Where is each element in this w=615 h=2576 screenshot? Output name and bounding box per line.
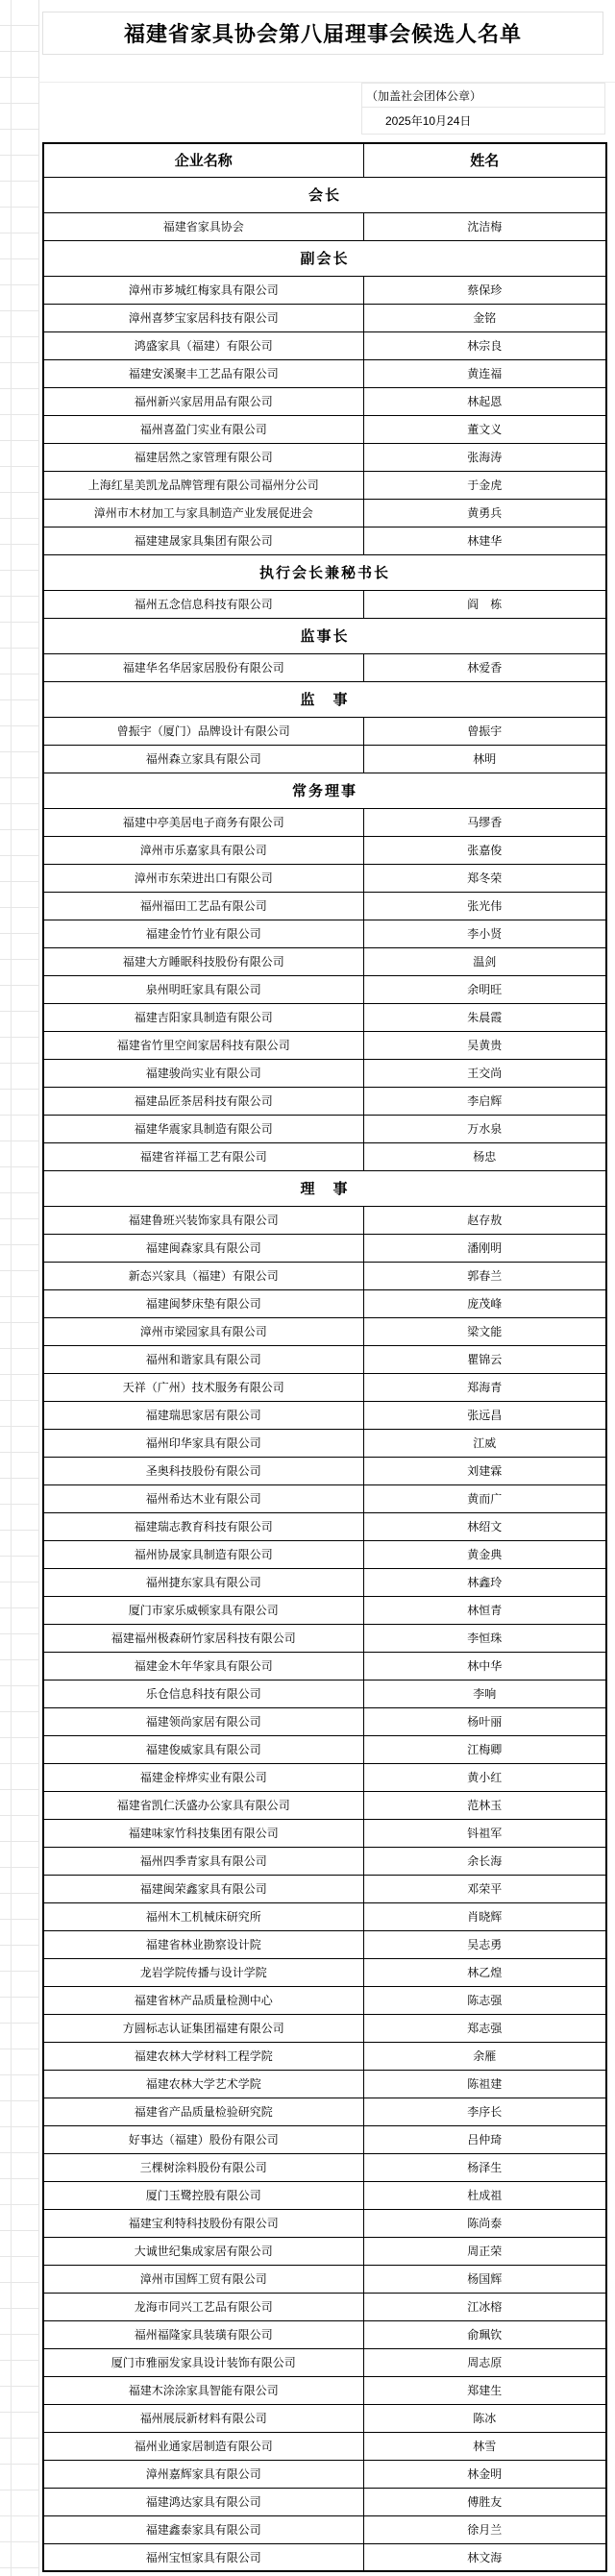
name-cell: 刘建霖 — [363, 1457, 606, 1484]
name-cell: 沈洁梅 — [363, 212, 606, 240]
name-cell: 赵存敖 — [363, 1206, 606, 1234]
name-cell: 蔡保珍 — [363, 276, 606, 304]
company-cell: 圣奥科技股份有限公司 — [43, 1457, 363, 1484]
company-cell: 福建居然之家管理有限公司 — [43, 443, 363, 471]
company-cell: 三棵树涂料股份有限公司 — [43, 2153, 363, 2181]
name-cell: 邓荣平 — [363, 1875, 606, 1902]
table-body — [43, 177, 606, 2571]
table-row — [43, 892, 606, 920]
company-cell: 漳州嘉辉家具有限公司 — [43, 2460, 363, 2488]
company-cell: 上海红星美凯龙品牌管理有限公司福州分公司 — [43, 471, 363, 499]
table-row — [43, 1596, 606, 1624]
company-cell: 福建安溪聚丰工艺品有限公司 — [43, 359, 363, 387]
table-row — [43, 2125, 606, 2153]
table-row — [43, 920, 606, 947]
page-title: 福建省家具协会第八届理事会候选人名单 — [42, 12, 603, 55]
table-header-row — [43, 143, 606, 177]
table-row — [43, 717, 606, 745]
table-row — [43, 1902, 606, 1930]
company-cell: 福州森立家具有限公司 — [43, 745, 363, 773]
company-cell: 福州五念信息科技有限公司 — [43, 590, 363, 618]
table-row — [43, 2432, 606, 2460]
company-cell: 福州捷东家具有限公司 — [43, 1568, 363, 1596]
section-row — [43, 240, 606, 276]
table-row — [43, 1680, 606, 1707]
company-cell: 福建俊威家具有限公司 — [43, 1735, 363, 1763]
name-cell: 郑建生 — [363, 2376, 606, 2404]
company-cell: 大诚世纪集成家居有限公司 — [43, 2237, 363, 2265]
name-cell: 林金明 — [363, 2460, 606, 2488]
table-row — [43, 1003, 606, 1031]
company-cell: 福建宝利特科技股份有限公司 — [43, 2209, 363, 2237]
table-row — [43, 1401, 606, 1429]
table-row — [43, 304, 606, 331]
name-cell: 林爱香 — [363, 653, 606, 681]
name-cell: 范林玉 — [363, 1791, 606, 1819]
table-row — [43, 2042, 606, 2070]
name-cell: 杨泽生 — [363, 2153, 606, 2181]
name-cell: 吴黄贵 — [363, 1031, 606, 1059]
company-cell: 福建省竹里空间家居科技有限公司 — [43, 1031, 363, 1059]
name-cell: 林文海 — [363, 2543, 606, 2571]
name-cell: 瞿锦云 — [363, 1345, 606, 1373]
table-row — [43, 1206, 606, 1234]
table-row — [43, 2404, 606, 2432]
name-cell: 吴志勇 — [363, 1930, 606, 1958]
company-cell: 鸿盛家具（福建）有限公司 — [43, 331, 363, 359]
section-header: 监 事 — [43, 681, 606, 717]
table-row — [43, 590, 606, 618]
company-cell: 漳州市国辉工贸有限公司 — [43, 2265, 363, 2293]
table-row — [43, 443, 606, 471]
company-cell: 厦门市家乐威顿家具有限公司 — [43, 1596, 363, 1624]
name-cell: 马缪香 — [363, 808, 606, 836]
name-cell: 徐月兰 — [363, 2515, 606, 2543]
table-row — [43, 359, 606, 387]
name-cell: 林起恩 — [363, 387, 606, 415]
company-cell: 厦门玉鹭控股有限公司 — [43, 2181, 363, 2209]
table-row — [43, 1345, 606, 1373]
name-cell: 郑志强 — [363, 2014, 606, 2042]
company-cell: 福建农林大学艺术学院 — [43, 2070, 363, 2098]
section-row — [43, 681, 606, 717]
company-cell: 福州新兴家居用品有限公司 — [43, 387, 363, 415]
section-header: 会长 — [43, 177, 606, 212]
section-row — [43, 1170, 606, 1206]
table-row — [43, 1735, 606, 1763]
table-row — [43, 2098, 606, 2125]
name-cell: 杨国辉 — [363, 2265, 606, 2293]
name-cell: 朱晨霞 — [363, 1003, 606, 1031]
company-cell: 福州印华家具有限公司 — [43, 1429, 363, 1457]
name-cell: 庞茂峰 — [363, 1289, 606, 1317]
name-cell: 黄连福 — [363, 359, 606, 387]
company-cell: 福建味家竹科技集团有限公司 — [43, 1819, 363, 1847]
name-cell: 王交尚 — [363, 1059, 606, 1087]
table-row — [43, 2376, 606, 2404]
name-cell: 于金虎 — [363, 471, 606, 499]
name-cell: 陈祖建 — [363, 2070, 606, 2098]
name-cell: 郑海青 — [363, 1373, 606, 1401]
table-row — [43, 2515, 606, 2543]
company-cell: 福建瑞思家居有限公司 — [43, 1401, 363, 1429]
name-cell: 江冰榕 — [363, 2293, 606, 2320]
company-cell: 漳州市芗城红梅家具有限公司 — [43, 276, 363, 304]
table-row — [43, 745, 606, 773]
table-row — [43, 808, 606, 836]
table-row — [43, 1986, 606, 2014]
name-cell: 林乙煌 — [363, 1958, 606, 1986]
name-cell: 钭祖军 — [363, 1819, 606, 1847]
name-cell: 梁文能 — [363, 1317, 606, 1345]
table-row — [43, 2293, 606, 2320]
company-cell: 福州希达木业有限公司 — [43, 1484, 363, 1512]
name-cell: 林绍文 — [363, 1512, 606, 1540]
name-cell: 江威 — [363, 1429, 606, 1457]
name-cell: 潘刚明 — [363, 1234, 606, 1262]
company-cell: 福建省产品质量检验研究院 — [43, 2098, 363, 2125]
section-row — [43, 177, 606, 212]
name-cell: 陈志强 — [363, 1986, 606, 2014]
name-cell: 林雪 — [363, 2432, 606, 2460]
table-row — [43, 1624, 606, 1652]
company-cell: 福建品匠茶居科技有限公司 — [43, 1087, 363, 1115]
table-row — [43, 1512, 606, 1540]
table-row — [43, 2181, 606, 2209]
table-row — [43, 1652, 606, 1680]
company-cell: 漳州喜梦宝家居科技有限公司 — [43, 304, 363, 331]
company-cell: 天祥（广州）技术服务有限公司 — [43, 1373, 363, 1401]
table-row — [43, 864, 606, 892]
table-row — [43, 1059, 606, 1087]
company-cell: 漳州市东荣进出口有限公司 — [43, 864, 363, 892]
table-row — [43, 1819, 606, 1847]
table-row — [43, 1958, 606, 1986]
column-header-company: 企业名称 — [43, 143, 363, 177]
name-cell: 余明旺 — [363, 975, 606, 1003]
name-cell: 肖晓辉 — [363, 1902, 606, 1930]
name-cell: 黄而广 — [363, 1484, 606, 1512]
name-cell: 林宗良 — [363, 331, 606, 359]
name-cell: 林中华 — [363, 1652, 606, 1680]
name-cell: 林建华 — [363, 527, 606, 554]
table-row — [43, 1930, 606, 1958]
table-row — [43, 387, 606, 415]
company-cell: 福建省林业勘察设计院 — [43, 1930, 363, 1958]
section-row — [43, 554, 606, 590]
company-cell: 福建大方睡眠科技股份有限公司 — [43, 947, 363, 975]
name-cell: 董文义 — [363, 415, 606, 443]
table-row — [43, 499, 606, 527]
name-cell: 余长海 — [363, 1847, 606, 1875]
table-row — [43, 1540, 606, 1568]
table-row — [43, 1142, 606, 1170]
table-row — [43, 1484, 606, 1512]
company-cell: 福州和谐家具有限公司 — [43, 1345, 363, 1373]
company-cell: 福建鸿达家具有限公司 — [43, 2488, 363, 2515]
name-cell: 黄小红 — [363, 1763, 606, 1791]
table-row — [43, 1457, 606, 1484]
table-row — [43, 1791, 606, 1819]
name-cell: 江梅卿 — [363, 1735, 606, 1763]
company-cell: 福州宝恒家具有限公司 — [43, 2543, 363, 2571]
name-cell: 傅胜友 — [363, 2488, 606, 2515]
table-row — [43, 276, 606, 304]
company-cell: 乐仓信息科技有限公司 — [43, 1680, 363, 1707]
company-cell: 福建木涂涂家具智能有限公司 — [43, 2376, 363, 2404]
company-cell: 福建领尚家居有限公司 — [43, 1707, 363, 1735]
company-cell: 福建省家具协会 — [43, 212, 363, 240]
company-cell: 漳州市乐嘉家具有限公司 — [43, 836, 363, 864]
company-cell: 福建建晟家具集团有限公司 — [43, 527, 363, 554]
company-cell: 福建省凯仁沃盛办公家具有限公司 — [43, 1791, 363, 1819]
stamp-note: （加盖社会团体公章） — [361, 83, 605, 108]
name-cell: 张嘉俊 — [363, 836, 606, 864]
table-row — [43, 2320, 606, 2348]
table-row — [43, 1234, 606, 1262]
table-row — [43, 1031, 606, 1059]
table-row — [43, 836, 606, 864]
table-row — [43, 1373, 606, 1401]
table-row — [43, 1429, 606, 1457]
company-cell: 曾振宇（厦门）品牌设计有限公司 — [43, 717, 363, 745]
name-cell: 林恒青 — [363, 1596, 606, 1624]
section-header: 执行会长兼秘书长 — [43, 554, 606, 590]
name-cell: 张远昌 — [363, 1401, 606, 1429]
company-cell: 福州展辰新材料有限公司 — [43, 2404, 363, 2432]
name-cell: 温剑 — [363, 947, 606, 975]
name-cell: 俞珮钦 — [363, 2320, 606, 2348]
table-row — [43, 1707, 606, 1735]
name-cell: 林明 — [363, 745, 606, 773]
name-cell: 李响 — [363, 1680, 606, 1707]
name-cell: 李小贤 — [363, 920, 606, 947]
section-row — [43, 773, 606, 808]
table-row — [43, 1087, 606, 1115]
name-cell: 万水泉 — [363, 1115, 606, 1142]
name-cell: 曾振宇 — [363, 717, 606, 745]
table-row — [43, 653, 606, 681]
table-row — [43, 1262, 606, 1289]
company-cell: 方圆标志认证集团福建有限公司 — [43, 2014, 363, 2042]
company-cell: 福州喜盈门实业有限公司 — [43, 415, 363, 443]
name-cell: 张海涛 — [363, 443, 606, 471]
table-row — [43, 212, 606, 240]
company-cell: 福建骏尚实业有限公司 — [43, 1059, 363, 1087]
section-header: 监事长 — [43, 618, 606, 653]
company-cell: 福建鑫泰家具有限公司 — [43, 2515, 363, 2543]
name-cell: 周正荣 — [363, 2237, 606, 2265]
company-cell: 福建闽荣鑫家具有限公司 — [43, 1875, 363, 1902]
company-cell: 福州福隆家具装璜有限公司 — [43, 2320, 363, 2348]
company-cell: 福建中亭美居电子商务有限公司 — [43, 808, 363, 836]
table-row — [43, 2488, 606, 2515]
name-cell: 周志原 — [363, 2348, 606, 2376]
table-row — [43, 415, 606, 443]
name-cell: 张光伟 — [363, 892, 606, 920]
company-cell: 福建闽梦床垫有限公司 — [43, 1289, 363, 1317]
table-row — [43, 2460, 606, 2488]
table-row — [43, 471, 606, 499]
company-cell: 福建吉阳家具制造有限公司 — [43, 1003, 363, 1031]
table-row — [43, 2153, 606, 2181]
name-cell: 郭春兰 — [363, 1262, 606, 1289]
candidate-table — [42, 142, 607, 2572]
table-row — [43, 331, 606, 359]
name-cell: 杨叶丽 — [363, 1707, 606, 1735]
section-header: 常务理事 — [43, 773, 606, 808]
company-cell: 泉州明旺家具有限公司 — [43, 975, 363, 1003]
company-cell: 福建金竹竹业有限公司 — [43, 920, 363, 947]
company-cell: 福州协晟家具制造有限公司 — [43, 1540, 363, 1568]
company-cell: 新态兴家具（福建）有限公司 — [43, 1262, 363, 1289]
table-row — [43, 2070, 606, 2098]
table-row — [43, 2209, 606, 2237]
company-cell: 福州四季青家具有限公司 — [43, 1847, 363, 1875]
company-cell: 福建农林大学材料工程学院 — [43, 2042, 363, 2070]
table-row — [43, 947, 606, 975]
table-row — [43, 1763, 606, 1791]
company-cell: 福建闽森家具有限公司 — [43, 1234, 363, 1262]
company-cell: 厦门市雅丽发家具设计装饰有限公司 — [43, 2348, 363, 2376]
table-row — [43, 2265, 606, 2293]
name-cell: 郑冬荣 — [363, 864, 606, 892]
section-header: 副会长 — [43, 240, 606, 276]
company-cell: 福建鲁班兴装饰家具有限公司 — [43, 1206, 363, 1234]
table-row — [43, 975, 606, 1003]
document-date: 2025年10月24日 — [361, 107, 605, 135]
name-cell: 李启辉 — [363, 1087, 606, 1115]
company-cell: 福建省祥福工艺有限公司 — [43, 1142, 363, 1170]
company-cell: 漳州市梁园家具有限公司 — [43, 1317, 363, 1345]
table-row — [43, 1317, 606, 1345]
name-cell: 杜成祖 — [363, 2181, 606, 2209]
name-cell: 杨忠 — [363, 1142, 606, 1170]
name-cell: 李序长 — [363, 2098, 606, 2125]
company-cell: 福建福州极森研竹家居科技有限公司 — [43, 1624, 363, 1652]
company-cell: 福建金梓烨实业有限公司 — [43, 1763, 363, 1791]
name-cell: 陈尚泰 — [363, 2209, 606, 2237]
company-cell: 福建省林产品质量检测中心 — [43, 1986, 363, 2014]
name-cell: 金铭 — [363, 304, 606, 331]
name-cell: 阎 栋 — [363, 590, 606, 618]
company-cell: 福州业通家居制造有限公司 — [43, 2432, 363, 2460]
company-cell: 福建华名华居家居股份有限公司 — [43, 653, 363, 681]
table-row — [43, 2543, 606, 2571]
name-cell: 吕仲琦 — [363, 2125, 606, 2153]
table-row — [43, 1568, 606, 1596]
section-row — [43, 618, 606, 653]
table-row — [43, 1875, 606, 1902]
section-header: 理 事 — [43, 1170, 606, 1206]
company-cell: 福建瑞志教育科技有限公司 — [43, 1512, 363, 1540]
company-cell: 福建金木年华家具有限公司 — [43, 1652, 363, 1680]
company-cell: 福州木工机械床研究所 — [43, 1902, 363, 1930]
name-cell: 黄金典 — [363, 1540, 606, 1568]
table-row — [43, 1847, 606, 1875]
table-row — [43, 2237, 606, 2265]
name-cell: 陈冰 — [363, 2404, 606, 2432]
table-row — [43, 1115, 606, 1142]
company-cell: 好事达（福建）股份有限公司 — [43, 2125, 363, 2153]
name-cell: 林鑫玲 — [363, 1568, 606, 1596]
company-cell: 漳州市木材加工与家具制造产业发展促进会 — [43, 499, 363, 527]
table-row — [43, 2348, 606, 2376]
table-row — [43, 1289, 606, 1317]
table-row — [43, 2014, 606, 2042]
margin-gridlines — [0, 0, 39, 2576]
table-row — [43, 527, 606, 554]
name-cell: 李恒珠 — [363, 1624, 606, 1652]
company-cell: 龙岩学院传播与设计学院 — [43, 1958, 363, 1986]
company-cell: 福州福田工艺品有限公司 — [43, 892, 363, 920]
name-cell: 黄勇兵 — [363, 499, 606, 527]
column-header-name: 姓名 — [363, 143, 606, 177]
company-cell: 福建华震家具制造有限公司 — [43, 1115, 363, 1142]
company-cell: 龙海市同兴工艺品有限公司 — [43, 2293, 363, 2320]
name-cell: 余雁 — [363, 2042, 606, 2070]
